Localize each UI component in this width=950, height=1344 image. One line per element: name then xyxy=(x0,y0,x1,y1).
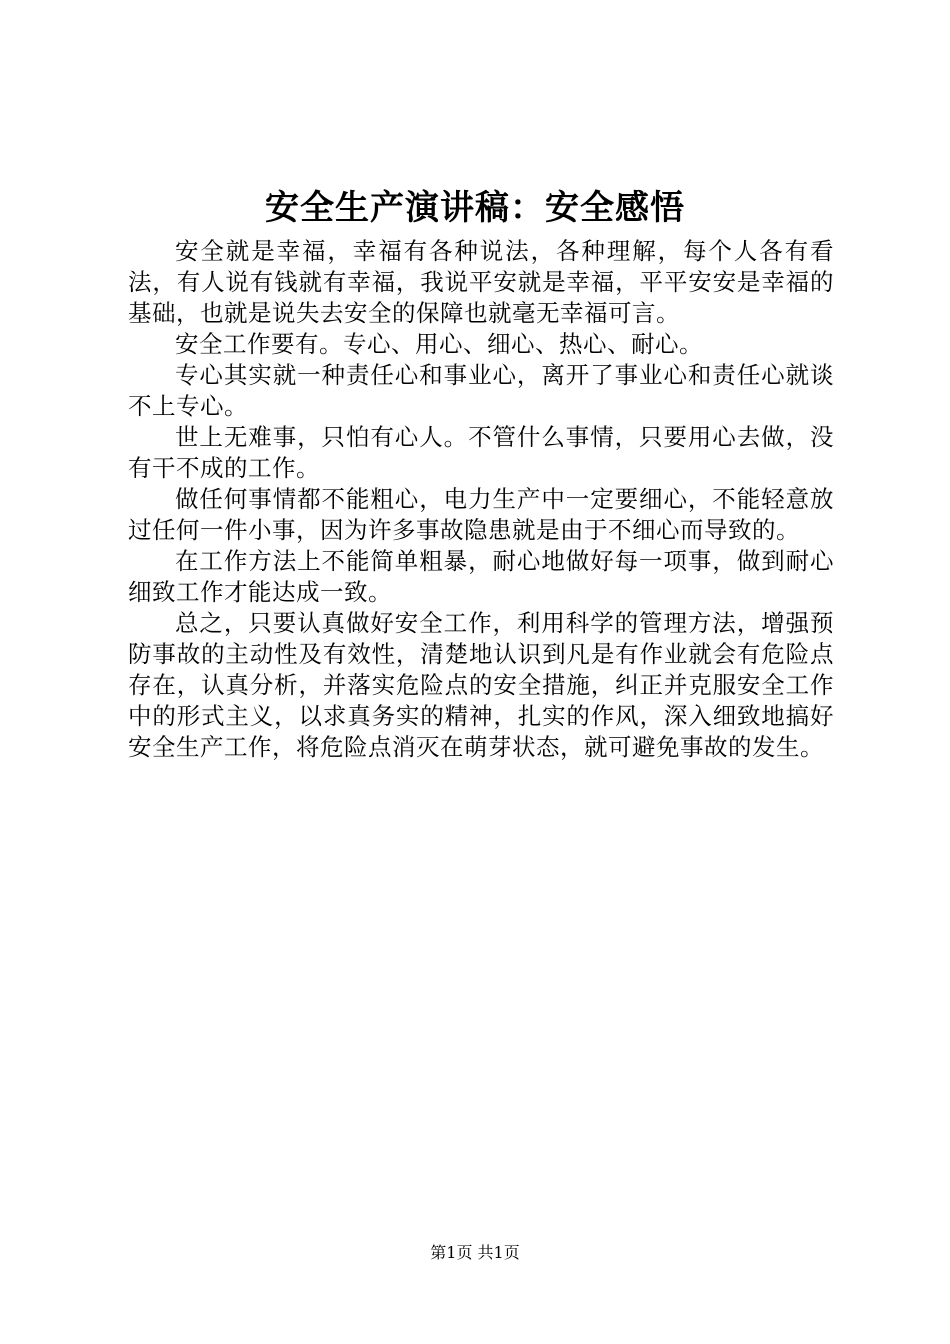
document-title: 安全生产演讲稿：安全感悟 xyxy=(265,188,685,228)
paragraph-3: 专心其实就一种责任心和事业心，离开了事业心和责任心就谈不上专心。 xyxy=(128,361,834,420)
paragraph-1: 安全就是幸福，幸福有各种说法，各种理解，每个人各有看法，有人说有钱就有幸福，我说平安就是幸福，平平安安是幸福的基础，也就是说失去安全的保障也就毫无幸福可言。 xyxy=(128,237,834,327)
paragraph-6: 在工作方法上不能简单粗暴，耐心地做好每一项事，做到耐心细致工作才能达成一致。 xyxy=(128,547,834,606)
paragraph-5: 做任何事情都不能粗心，电力生产中一定要细心，不能轻意放过任何一件小事，因为许多事故隐患就是由于不细心而导致的。 xyxy=(128,485,834,544)
paragraph-4: 世上无难事，只怕有心人。不管什么事情，只要用心去做，没有干不成的工作。 xyxy=(128,423,834,482)
paragraph-7: 总之，只要认真做好安全工作，利用科学的管理方法，增强预防事故的主动性及有效性，清楚地认识到凡是有作业就会有危险点存在，认真分析，并落实危险点的安全措施，纠正并克服安全工作中的形式主义，以求真务实的精神，扎实的作风，深入细致地搞好安全生产工作，将危险点消灭在萌芽状态，就可避免事故的发生。 xyxy=(128,609,834,761)
paragraph-2: 安全工作要有。专心、用心、细心、热心、耐心。 xyxy=(175,330,703,358)
page-footer: 第1页 共1页 xyxy=(430,1243,520,1262)
document-body xyxy=(128,236,834,763)
